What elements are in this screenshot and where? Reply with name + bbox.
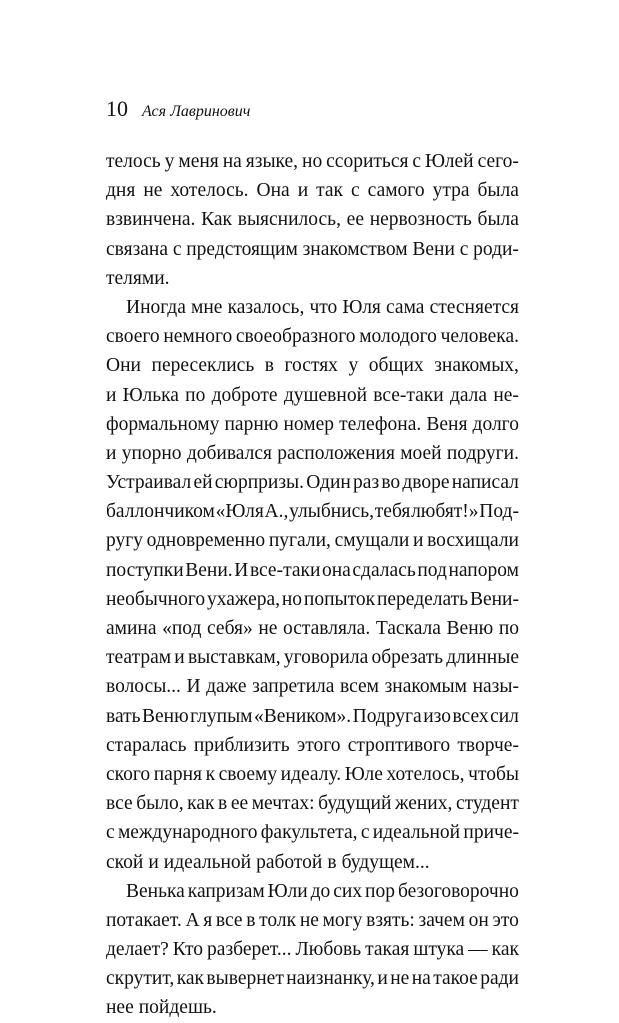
text-line: формальному парню номер телефона. Веня долго — [106, 413, 519, 435]
text-line: ского парня к своему идеалу. Юле хотелось, чтобы — [106, 763, 519, 785]
text-line: Иногда мне казалось, что Юля сама стесняется — [126, 296, 519, 318]
text-line: все было, как в ее мечтах: будущий жених, студент — [106, 793, 519, 815]
text-line: телями. — [106, 267, 170, 289]
text-line: делает? Кто разберет... Любовь такая штука — как — [106, 939, 519, 961]
text-line: и Юлька по доброте душевной все-таки дала не- — [106, 384, 519, 406]
text-line: телось у меня на языке, но ссориться с Юлей сего- — [106, 151, 519, 172]
text-line: Устраивал ей сюрпризы. Один раз во дворе написал — [106, 472, 519, 494]
text-line: баллончиком «Юля А., улыбнись, тебя любят!» Под- — [106, 501, 519, 523]
page-header — [106, 96, 250, 122]
text-line: ской и идеальной работой в будущем... — [106, 851, 430, 873]
text-line: и упорно добивался расположения моей подруги. — [106, 442, 519, 464]
text-line: взвинчена. Как выяснилось, ее нервозность была — [106, 209, 519, 231]
text-line: потакает. А я все в толк не могу взять: зачем он это — [106, 909, 519, 931]
text-line: волосы... И даже запретила всем знакомым назы- — [106, 676, 519, 698]
page-number: 10 — [106, 96, 128, 121]
text-line: вать Веню глупым «Веником». Подруга изо всех сил — [106, 705, 519, 727]
text-line: старалась приблизить этого строптивого творче- — [106, 734, 519, 756]
text-line: ругу одновременно пугали, смущали и восхищали — [106, 530, 519, 552]
text-line: Венька капризам Юли до сих пор безоговорочно — [126, 880, 519, 902]
text-line: связана с предстоящим знакомством Вени с роди- — [106, 238, 519, 260]
text-line: дня не хотелось. Она и так с самого утра была — [106, 180, 519, 202]
running-head-author: Ася Лавринович — [142, 103, 251, 120]
text-line: амина «под себя» не оставляла. Таскала Веню по — [106, 618, 519, 639]
text-line: необычного ухажера, но попыток переделать Вени- — [106, 588, 519, 610]
text-line: Они пересеклись в гостях у общих знакомых, — [106, 355, 519, 377]
text-line: с международного факультета, с идеальной приче- — [106, 822, 519, 844]
body-text — [106, 147, 519, 1023]
text-line: поступки Вени. И все-таки она сдалась под напором — [106, 559, 519, 581]
text-line: своего немного своеобразного молодого человека. — [106, 326, 519, 348]
text-line: скрутит, как вывернет наизнанку, и не на такое ради — [106, 968, 519, 990]
text-line: нее пойдешь. — [106, 997, 217, 1019]
text-line: театрам и выставкам, уговорила обрезать длинные — [106, 647, 519, 669]
